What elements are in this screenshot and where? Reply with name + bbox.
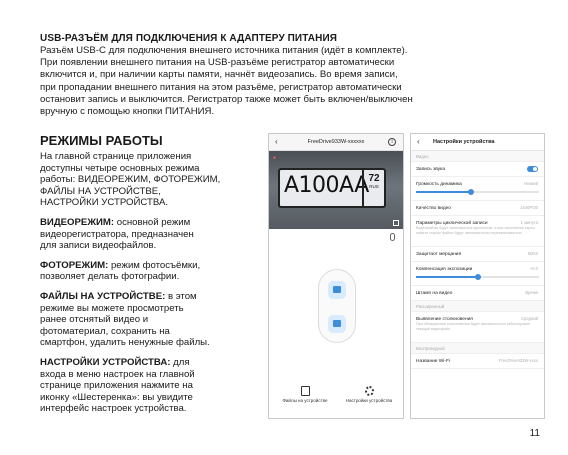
settings-row[interactable] (411, 262, 544, 286)
mode-switcher (318, 269, 356, 343)
photo-mode-paragraph (40, 260, 264, 283)
settings-row-label: Компенсация экспозиции (416, 267, 473, 272)
settings-row[interactable] (411, 247, 544, 262)
settings-row[interactable] (411, 162, 544, 177)
usb-body-line: остановит запись и выключится. Регистратор также может быть включен/выключен (40, 93, 413, 105)
usb-body-line: При появлении внешнего питания на USB-разъёме регистратор автоматически (40, 57, 395, 69)
settings-mode-paragraph (40, 357, 264, 415)
settings-row-value: 1 минута (520, 220, 538, 225)
chevron-left-icon[interactable]: ‹ (417, 137, 420, 146)
files-on-device-button[interactable] (275, 386, 335, 403)
settings-row-label: Защитаот мерцания (416, 252, 462, 257)
mode-term: НАСТРОЙКИ УСТРОЙСТВА: (40, 356, 171, 368)
usb-body-line: вручную с помощью кнопки ПИТАНИЯ. (40, 106, 215, 118)
settings-row-label: Параметры циклической записи (416, 221, 488, 226)
modes-intro-line: работы: ВИДЕОРЕЖИМ, ФОТОРЕЖИМ, (40, 174, 221, 186)
video-camera-icon (333, 286, 341, 293)
mode-term: ФОТОРЕЖИМ: (40, 259, 109, 271)
settings-row-value: 1440P/30 (520, 205, 538, 210)
settings-row-label: Громкость динамика (416, 182, 462, 187)
settings-group-header (411, 343, 544, 354)
settings-row[interactable] (411, 216, 544, 247)
mode-description-line: иконку «Шестеренка»: вы увидите (40, 391, 193, 403)
info-icon[interactable]: i (388, 138, 396, 146)
files-mode-paragraph (40, 291, 264, 349)
settings-row-value: FreeDrive933W-xxxx (498, 358, 538, 363)
usb-title: USB-РАЗЪЁМ ДЛЯ ПОДКЛЮЧЕНИЯ К АДАПТЕРУ ПИТАНИЯ (40, 33, 338, 44)
modes-intro-line: НАСТРОЙКИ УСТРОЙСТВА. (40, 197, 169, 209)
app-main-screen (268, 133, 404, 419)
mode-description-line: для записи видеофайлов. (40, 240, 157, 252)
settings-row-hint: Видеофайлы будут записываться циклически, а при заполнении карты памяти старые файлы будут автоматически перезаписываться (416, 226, 535, 235)
usb-body-line: Разъём USB-C для подключения внешнего источника питания (идёт в комплекте). (40, 45, 408, 56)
folder-icon (301, 386, 310, 396)
chevron-left-icon[interactable]: ‹ (275, 137, 278, 146)
modes-intro-line: ФАЙЛЫ НА УСТРОЙСТВЕ, (40, 185, 161, 197)
settings-title: Настройки устройства (433, 139, 495, 145)
microphone-icon[interactable] (390, 233, 395, 241)
plate-country: RUS (369, 184, 379, 189)
settings-row-label: Выявление столкновения (416, 317, 473, 322)
mode-description-line: интерфейс настроек устройства. (40, 403, 187, 415)
gear-icon (365, 386, 374, 396)
mode-term: ВИДЕОРЕЖИМ: (40, 216, 115, 228)
settings-group-header (411, 151, 544, 162)
settings-row[interactable] (411, 201, 544, 216)
settings-row-label: Запись звука (416, 167, 445, 172)
settings-header (411, 134, 544, 151)
settings-slider[interactable] (416, 276, 539, 278)
mode-description-line: ранее отснятый видео и (40, 314, 149, 326)
settings-row-label: Название Wi-Fi (416, 359, 450, 364)
settings-row-hint: При обнаружении столкновения будет автоматически заблокирован текущий видеофайл (416, 322, 530, 331)
settings-nav-label: Настройки устройства (345, 398, 393, 403)
modes-title: РЕЖИМЫ РАБОТЫ (40, 133, 163, 148)
settings-slider[interactable] (416, 191, 539, 193)
modes-column (40, 133, 264, 423)
sound-record-toggle[interactable] (527, 166, 538, 172)
video-mode-button[interactable] (328, 281, 346, 299)
plate-region: 72 (368, 173, 380, 184)
modes-intro (40, 151, 264, 209)
settings-row-label: Расширенный (416, 304, 445, 309)
settings-screen (410, 133, 545, 419)
slider-knob[interactable] (468, 189, 474, 195)
mode-description-line: входа в меню настроек на главной (40, 368, 195, 380)
license-plate (278, 168, 386, 208)
camera-icon (333, 320, 341, 327)
plate-region-box (362, 170, 384, 206)
settings-row[interactable] (411, 286, 544, 301)
mode-description-line: странице приложения нажмите на (40, 380, 193, 392)
mode-description-line: для (170, 356, 190, 368)
mode-description-line: режим фотосъёмки, (108, 259, 201, 271)
settings-row[interactable] (411, 312, 544, 343)
files-nav-label: Файлы на устройстве (282, 398, 328, 403)
bottom-navigation (269, 386, 403, 410)
mode-term: ФАЙЛЫ НА УСТРОЙСТВЕ: (40, 290, 166, 302)
modes-intro-line: доступны четыре основных режима (40, 162, 200, 174)
live-video-preview[interactable] (269, 151, 403, 229)
settings-row-label: Штамп на видео (416, 291, 453, 296)
mode-description-line: режиме вы можете просмотреть (40, 302, 184, 314)
usb-body (40, 45, 540, 118)
settings-row-label: Качество видео (416, 206, 451, 211)
mode-description-line: основной режим (114, 216, 191, 228)
mode-description-line: смартфон, удалить ненужные файлы. (40, 337, 210, 349)
video-mode-paragraph (40, 217, 264, 252)
device-title: FreeDrive933W-xxxxxx (307, 139, 365, 145)
usb-body-line: включится и, при наличии карты памяти, начнёт видеозапись. Во время записи, (40, 69, 398, 81)
mode-description-line: фотоматериал, сохранить на (40, 325, 170, 337)
record-indicator-icon: ● (273, 155, 277, 161)
device-settings-button[interactable] (339, 386, 399, 403)
settings-row[interactable] (411, 177, 544, 201)
settings-list (411, 151, 544, 369)
slider-knob[interactable] (475, 274, 481, 280)
mode-description-line: позволяет делать фотографии. (40, 271, 180, 283)
fullscreen-icon[interactable] (393, 220, 399, 226)
settings-row-value: Время (525, 290, 538, 295)
modes-intro-line: На главной странице приложения (40, 151, 192, 162)
plate-number: A100AA (284, 173, 369, 198)
photo-mode-button[interactable] (328, 315, 346, 333)
settings-row-value: +0.0 (529, 266, 538, 271)
settings-row-value: Низкий (524, 181, 538, 186)
settings-group-header (411, 301, 544, 312)
settings-row[interactable] (411, 354, 544, 369)
mode-description-line: в этом (165, 290, 197, 302)
mode-description-line: видеорегистратора, предназначен (40, 228, 194, 240)
usb-body-line: при пропадании внешнего питания на этом разъёме, регистратор автоматически (40, 81, 402, 93)
settings-row-label: Беспроводной (416, 346, 445, 351)
settings-row-value: 50HZ (527, 251, 538, 256)
page-number: 11 (529, 428, 540, 439)
settings-row-label: Видео (416, 154, 429, 159)
settings-row-value: Средний (520, 316, 538, 321)
main-screen-header (269, 134, 403, 151)
